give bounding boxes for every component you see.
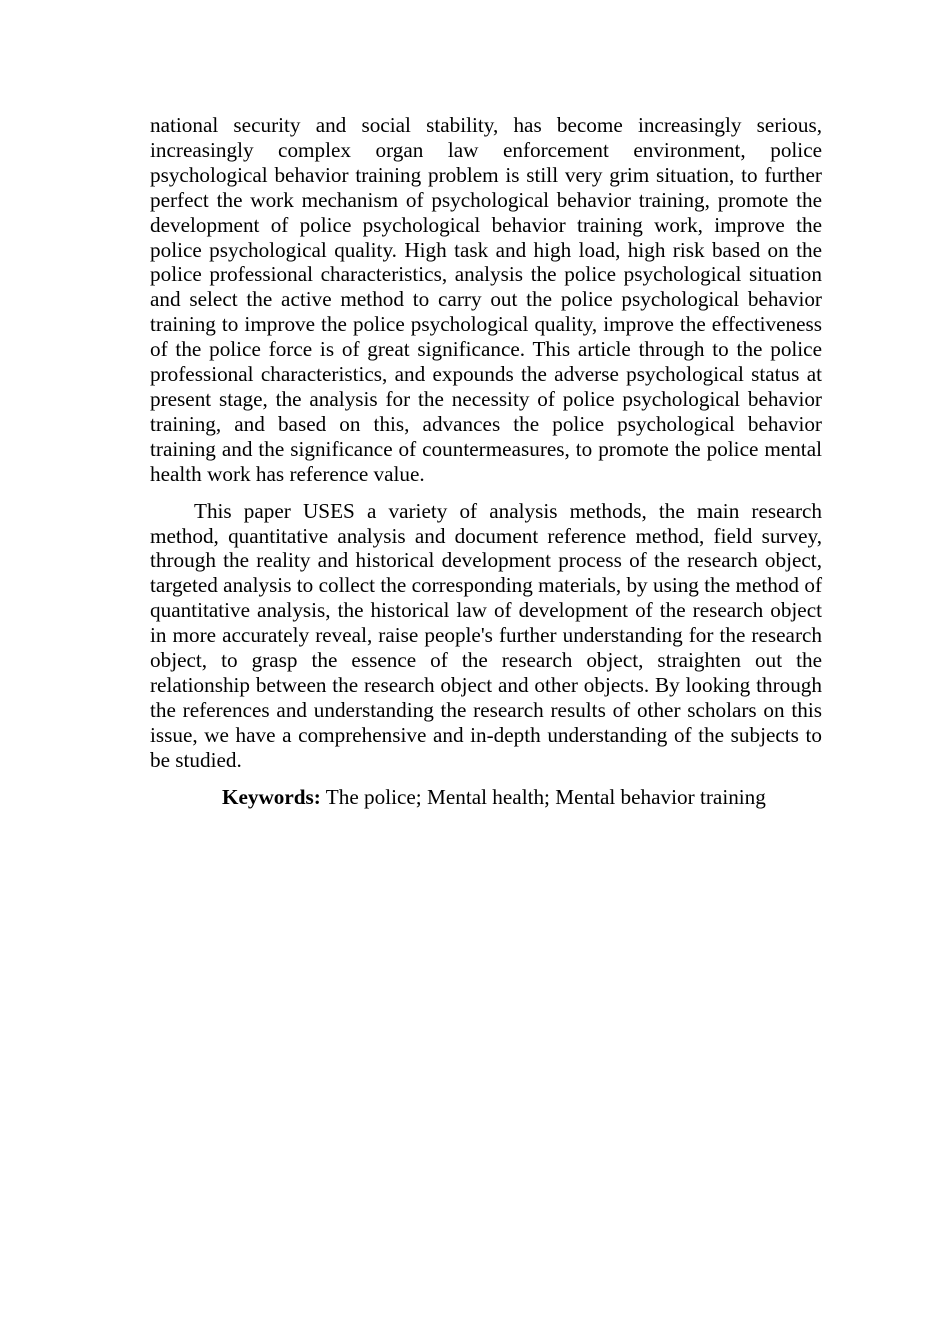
keywords-text: The police; Mental health; Mental behavior training [320, 784, 766, 809]
keywords-label: Keywords: [222, 784, 321, 809]
abstract-paragraph-1: national security and social stability, has become increasingly serious, increasingly complex organ law enforcement environment, police psychological behavior training problem is still very grim situation, to further perfect the work mechanism of psychological behavior training, promote the development of police psychological behavior training work, improve the police psychological quality. High task and high load, high risk based on the police professional characteristics, analysis the police psychological situation and select the active method to carry out the police psychological behavior training to improve the police psychological quality, improve the effectiveness of the police force is of great significance. This article through to the police professional characteristics, and expounds the adverse psychological status at present stage, the analysis for the necessity of police psychological behavior training, and based on this, advances the police psychological behavior training and the significance of countermeasures, to promote the police mental health work has reference value. [150, 113, 822, 486]
abstract-paragraph-2: This paper USES a variety of analysis methods, the main research method, quantitative analysis and document reference method, field survey, through the reality and historical development process of the research object, targeted analysis to collect the corresponding materials, by using the method of quantitative analysis, the historical law of development of the research object in more accurately reveal, raise people's further understanding for the research object, to grasp the essence of the research object, straighten out the relationship between the research object and other objects. By looking through the references and understanding the research results of other scholars on this issue, we have a comprehensive and in-depth understanding of the subjects to be studied. [150, 498, 822, 772]
abstract-body [150, 113, 822, 809]
keywords-line [222, 785, 822, 810]
